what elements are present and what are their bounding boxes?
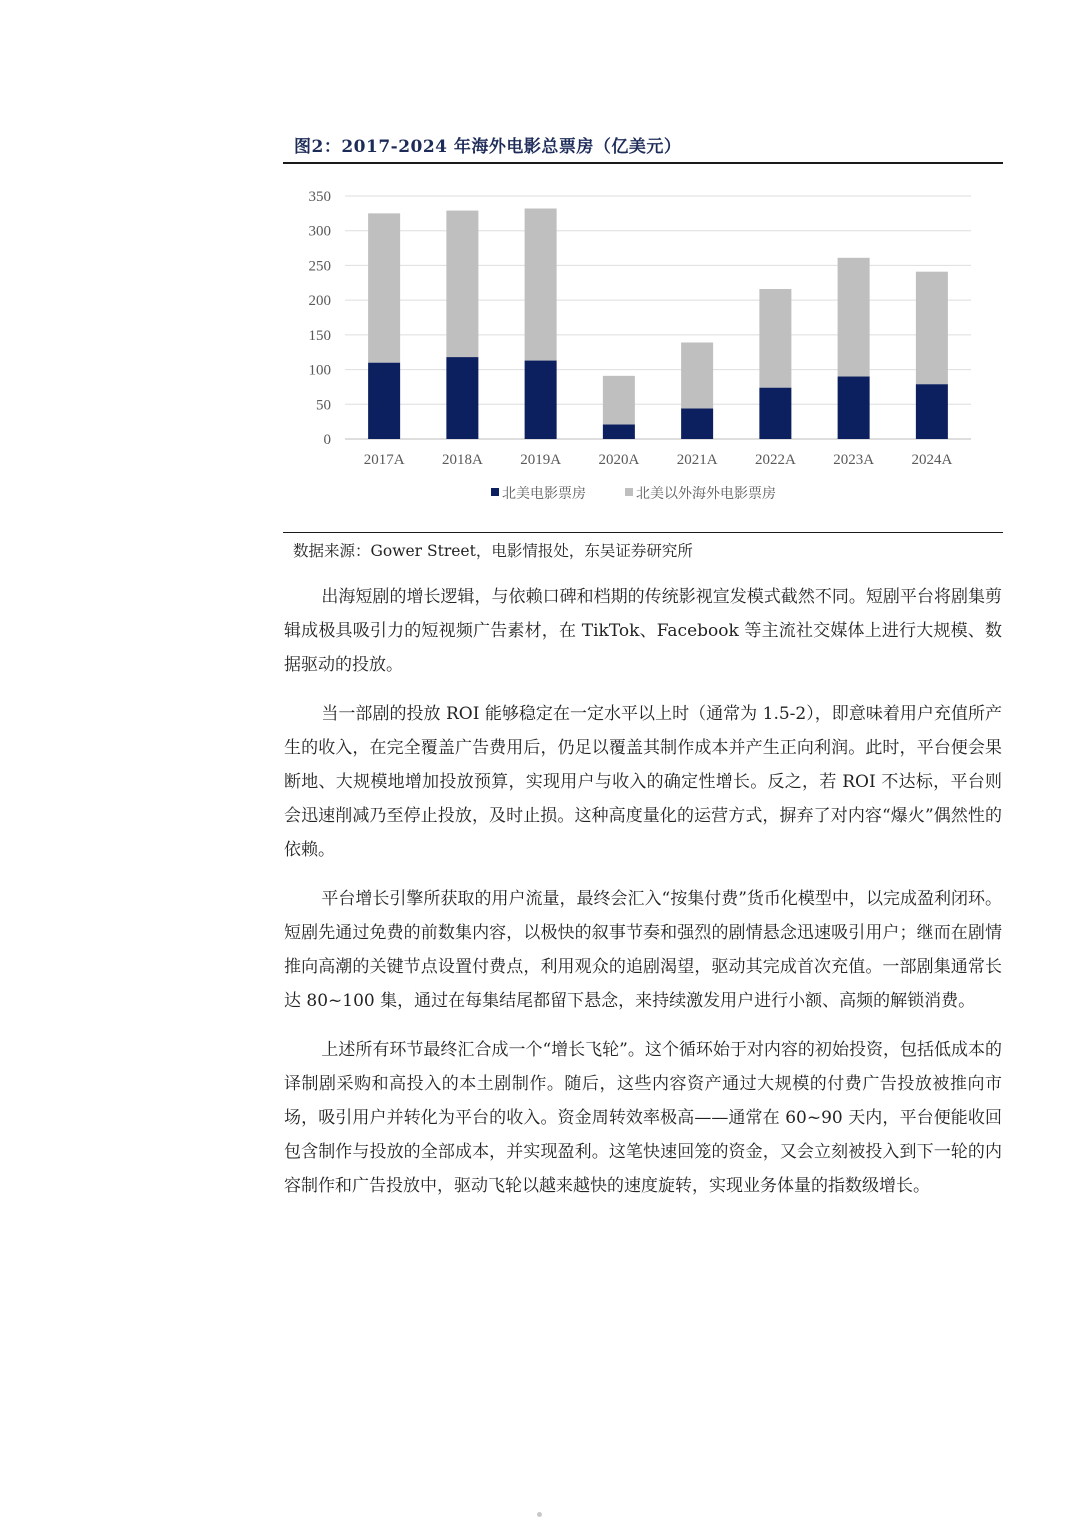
paragraph-1: 出海短剧的增长逻辑，与依赖口碑和档期的传统影视宣发模式截然不同。短剧平台将剧集剪辑成极具吸引力的短视频广告素材，在 TikTok、Facebook 等主流社交媒体上进行大规模、数据驱动的投放。 — [284, 587, 1002, 675]
x-tick-label: 2019A — [520, 452, 562, 468]
y-tick-label: 300 — [308, 223, 331, 240]
y-tick-label: 50 — [316, 397, 331, 414]
y-tick-label: 350 — [308, 189, 331, 205]
body-text — [284, 580, 1002, 1218]
bar-overseas-ex-na — [916, 272, 948, 384]
paragraph-3: 平台增长引擎所获取的用户流量，最终会汇入“按集付费”货币化模型中，以完成盈利闭环。短剧先通过免费的前数集内容，以极快的叙事节奏和强烈的剧情悬念迅速吸引用户；继而在剧情推向高潮的关键节点设置付费点，利用观众的追剧渴望，驱动其完成首次充值。一部剧集通常长达 80~100 集，通过在每集结尾都留下悬念，来持续激发用户进行小额、高频的解锁消费。 — [284, 889, 1002, 1011]
y-tick-label: 250 — [308, 258, 331, 275]
y-tick-label: 200 — [308, 293, 331, 310]
y-tick-label: 100 — [308, 362, 331, 379]
box-office-stacked-bar-chart — [283, 170, 1003, 530]
figure-top-rule — [283, 162, 1003, 164]
y-axis-tick-labels — [309, 189, 332, 448]
paragraph-4: 上述所有环节最终汇合成一个“增长飞轮”。这个循环始于对内容的初始投资，包括低成本的译制剧采购和高投入的本土剧制作。随后，这些内容资产通过大规模的付费广告投放被推向市场，吸引用户并转化为平台的收入。资金周转效率极高——通常在 60~90 天内，平台便能收回包含制作与投放的全部成本，并实现盈利。这笔快速回笼的资金，又会立刻被投入到下一轮的内容制作和广告投放中，驱动飞轮以越来越快的速度旋转，实现业务体量的指数级增长。 — [284, 1040, 1002, 1196]
bar-north-america — [759, 388, 791, 439]
bar-overseas-ex-na — [525, 208, 557, 360]
bar-north-america — [916, 384, 948, 439]
bar-north-america — [603, 424, 635, 439]
bar-north-america — [525, 361, 557, 439]
chart-legend — [491, 485, 776, 502]
x-tick-label: 2022A — [754, 452, 796, 468]
page-marker-dot — [537, 1512, 542, 1517]
y-tick-label: 150 — [308, 327, 331, 344]
legend-label: 北美电影票房 — [502, 487, 586, 502]
bar-north-america — [681, 408, 713, 439]
figure-bottom-rule — [283, 532, 1003, 533]
legend-swatch — [491, 488, 499, 496]
legend-swatch — [625, 488, 633, 496]
figure-title: 图2：2017-2024 年海外电影总票房（亿美元） — [294, 137, 682, 157]
bar-overseas-ex-na — [681, 342, 713, 408]
y-tick-label: 0 — [323, 432, 331, 448]
x-tick-label: 2017A — [363, 452, 405, 468]
figure-source-note: 数据来源：Gower Street，电影情报处，东吴证券研究所 — [293, 542, 693, 560]
x-tick-label: 2021A — [676, 452, 718, 468]
x-tick-label: 2018A — [441, 452, 483, 468]
legend-label: 北美以外海外电影票房 — [636, 487, 776, 502]
bar-north-america — [368, 363, 400, 439]
bar-overseas-ex-na — [759, 289, 791, 388]
x-tick-label: 2023A — [833, 452, 875, 468]
bar-overseas-ex-na — [603, 376, 635, 425]
chart-gridlines — [345, 196, 971, 439]
x-tick-label: 2024A — [911, 452, 953, 468]
bar-overseas-ex-na — [838, 258, 870, 377]
bar-north-america — [838, 377, 870, 439]
bar-overseas-ex-na — [368, 213, 400, 362]
bar-north-america — [446, 357, 478, 439]
x-axis-tick-labels — [364, 452, 953, 468]
paragraph-2: 当一部剧的投放 ROI 能够稳定在一定水平以上时（通常为 1.5-2），即意味着用户充值所产生的收入，在完全覆盖广告费用后，仍足以覆盖其制作成本并产生正向利润。此时，平台便会果断地、大规模地增加投放预算，实现用户与收入的确定性增长。反之，若 ROI 不达标，平台则会迅速削减乃至停止投放，及时止损。这种高度量化的运营方式，摒弃了对内容“爆火”偶然性的依赖。 — [284, 704, 1002, 860]
x-tick-label: 2020A — [598, 452, 640, 468]
bar-overseas-ex-na — [446, 211, 478, 357]
